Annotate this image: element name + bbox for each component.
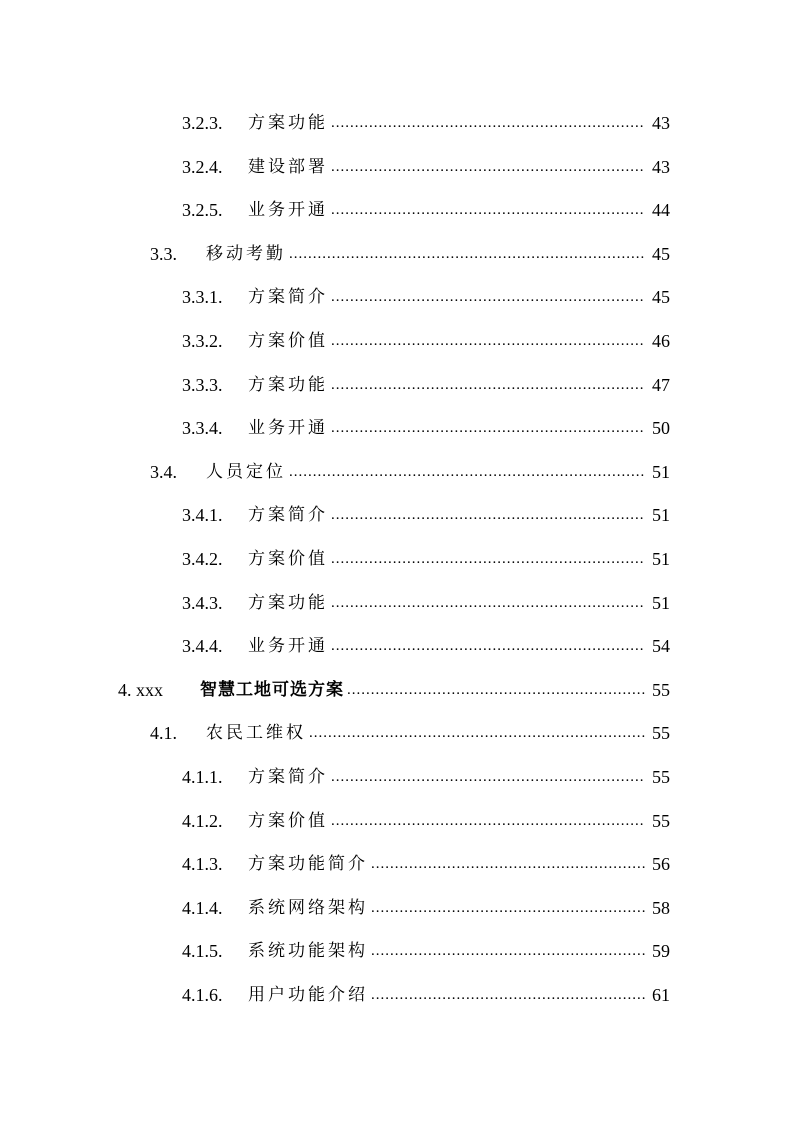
toc-entry-number: 3.4.4.	[182, 636, 223, 657]
toc-entry[interactable]	[182, 845, 670, 875]
toc-entry[interactable]	[182, 496, 670, 526]
toc-entry-number: 3.4.1.	[182, 505, 223, 526]
toc-entry-number: 4.1.	[150, 723, 177, 744]
toc-entry-title: 方案简介	[248, 505, 328, 526]
toc-entry-page-number: 59	[652, 941, 670, 962]
dot-leader	[309, 722, 645, 744]
toc-entry-number: 4.1.5.	[182, 941, 223, 962]
toc-entry[interactable]	[182, 758, 670, 788]
dot-leader	[331, 199, 645, 221]
toc-entry[interactable]	[182, 540, 670, 570]
toc-entry-title: 用户功能介绍	[248, 985, 368, 1005]
toc-entry-page-number: 51	[652, 549, 670, 569]
toc-entry-number: 3.4.	[150, 461, 177, 482]
toc-entry-title: 方案简介	[248, 767, 328, 787]
toc-entry-page-number: 47	[652, 374, 670, 395]
toc-entry[interactable]	[182, 584, 670, 614]
toc-entry[interactable]	[182, 278, 670, 308]
toc-entry[interactable]	[182, 802, 670, 832]
dot-leader	[347, 679, 645, 701]
toc-entry-title: 方案价值	[248, 549, 328, 569]
dot-leader	[331, 112, 645, 134]
toc-entry-number: 3.3.1.	[182, 287, 223, 308]
toc-entry-number: 3.3.3.	[182, 374, 223, 395]
toc-entry-number: 3.4.2.	[182, 549, 223, 569]
toc-entry-page-number: 55	[652, 810, 670, 831]
toc-entry-title: 系统网络架构	[248, 897, 368, 918]
toc-entry[interactable]	[118, 671, 670, 701]
dot-leader	[331, 374, 645, 396]
toc-entry-title: 业务开通	[248, 636, 328, 657]
toc-entry-title: 方案价值	[248, 331, 328, 351]
toc-entry[interactable]	[182, 104, 670, 134]
toc-entry-number: 3.2.5.	[182, 200, 223, 221]
dot-leader	[331, 504, 645, 526]
toc-entry[interactable]	[182, 191, 670, 221]
dot-leader	[331, 766, 645, 788]
dot-leader	[331, 156, 645, 178]
dot-leader	[371, 940, 645, 962]
dot-leader	[331, 330, 645, 352]
toc-entry-title: 方案简介	[248, 287, 328, 308]
toc-entry[interactable]	[182, 409, 670, 439]
toc-entry-title: 业务开通	[248, 200, 328, 221]
toc-entry-number: 3.2.4.	[182, 156, 223, 177]
toc-entry-page-number: 51	[652, 505, 670, 526]
toc-entry-number: 4.1.2.	[182, 810, 223, 831]
toc-entry-page-number: 51	[652, 592, 670, 613]
toc-entry-page-number: 55	[652, 679, 670, 700]
dot-leader	[331, 417, 645, 439]
toc-entry-page-number: 56	[652, 854, 670, 875]
toc-entry-page-number: 45	[652, 243, 670, 264]
toc-entry-title: 建设部署	[248, 156, 328, 177]
toc-entry-title: 人员定位	[206, 461, 286, 482]
toc-entry[interactable]	[182, 889, 670, 919]
toc-entry-number: 4.1.6.	[182, 985, 223, 1005]
toc-entry-page-number: 43	[652, 113, 670, 133]
toc-entry-title: 方案价值	[248, 810, 328, 831]
toc-entry[interactable]	[150, 714, 670, 744]
toc-entry-number: 4.1.4.	[182, 897, 223, 918]
toc-entry[interactable]	[182, 322, 670, 352]
toc-entry-page-number: 43	[652, 156, 670, 177]
toc-entry-title: 农民工维权	[206, 723, 306, 744]
toc-entry-page-number: 55	[652, 767, 670, 787]
toc-entry-title: 方案功能	[248, 592, 328, 613]
dot-leader	[331, 548, 645, 570]
toc-entry-title: 系统功能架构	[248, 941, 368, 962]
toc-entry[interactable]	[182, 932, 670, 962]
toc-entry-number: 4.1.1.	[182, 767, 223, 787]
toc-entry[interactable]	[182, 366, 670, 396]
toc-entry-number: 4. xxx	[118, 679, 163, 700]
dot-leader	[371, 897, 645, 919]
toc-entry-title: 移动考勤	[206, 243, 286, 264]
toc-entry-title: 智慧工地可选方案	[200, 679, 344, 700]
toc-entry-page-number: 50	[652, 418, 670, 439]
toc-entry-page-number: 61	[652, 985, 670, 1005]
toc-entry-page-number: 58	[652, 897, 670, 918]
toc-entry[interactable]	[150, 453, 670, 483]
toc-entry[interactable]	[182, 627, 670, 657]
dot-leader	[331, 810, 645, 832]
toc-entry-number: 3.3.4.	[182, 418, 223, 439]
toc-entry-page-number: 54	[652, 636, 670, 657]
toc-entry-title: 业务开通	[248, 418, 328, 439]
toc-entry-title: 方案功能简介	[248, 854, 368, 875]
dot-leader	[289, 461, 645, 483]
dot-leader	[331, 286, 645, 308]
toc-entry[interactable]	[182, 148, 670, 178]
toc-entry[interactable]	[150, 235, 670, 265]
toc-entry-number: 3.3.2.	[182, 331, 223, 351]
toc-entry-page-number: 55	[652, 723, 670, 744]
dot-leader	[371, 984, 645, 1006]
toc-entry-title: 方案功能	[248, 113, 328, 133]
toc-entry-title: 方案功能	[248, 374, 328, 395]
dot-leader	[331, 592, 645, 614]
toc-entry-number: 3.2.3.	[182, 113, 223, 133]
toc-entry-page-number: 45	[652, 287, 670, 308]
dot-leader	[331, 635, 645, 657]
toc-entry-page-number: 44	[652, 200, 670, 221]
toc-entry-number: 3.4.3.	[182, 592, 223, 613]
toc-entry-number: 3.3.	[150, 243, 177, 264]
toc-entry-page-number: 51	[652, 461, 670, 482]
dot-leader	[289, 243, 645, 265]
dot-leader	[371, 853, 645, 875]
toc-entry-page-number: 46	[652, 331, 670, 351]
toc-entry[interactable]	[182, 976, 670, 1006]
toc-entry-number: 4.1.3.	[182, 854, 223, 875]
